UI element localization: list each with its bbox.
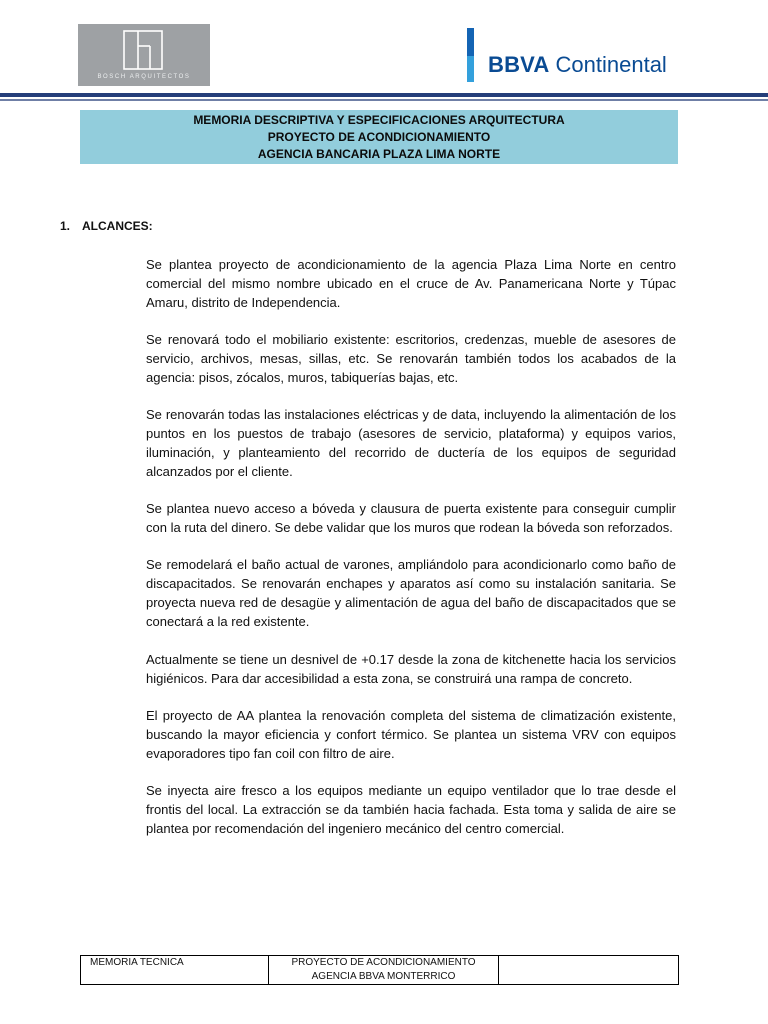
paragraph: Se plantea proyecto de acondicionamiento de la agencia Plaza Lima Norte en centro comercial del mismo nombre ubicado en el cruce de Av. Panamericana Norte y Túpac Amaru, distrito de Independencia. — [146, 257, 676, 310]
section-number: 1. — [60, 219, 71, 233]
bosch-monogram-icon — [78, 24, 210, 74]
paragraph: Se remodelará el baño actual de varones, ampliándolo para acondicionarlo como baño de discapacitados. Se renovarán enchapes y aparatos así como su instalación sanitaria. Se proyecta nueva red de desagüe y alimentación de agua del baño de discapacitados que se conectará a la red existente. — [146, 557, 676, 629]
section-heading — [60, 219, 153, 233]
footer-project-line-2: AGENCIA BBVA MONTERRICO — [311, 971, 456, 982]
document-title-box — [80, 110, 678, 164]
paragraph: Se inyecta aire fresco a los equipos mediante un equipo ventilador que lo trae desde el frontis del local. La extracción se da también hacia fachada. Esta toma y salida de aire se plantea por recomendación del ingeniero mecánico del centro comercial. — [146, 783, 676, 836]
bbva-brand: BBVA — [488, 52, 550, 77]
paragraph: Se plantea nuevo acceso a bóveda y clausura de puerta existente para conseguir cumplir con la ruta del dinero. Se debe validar que los muros que rodean la bóveda son reforzados. — [146, 501, 676, 535]
title-line-3: AGENCIA BANCARIA PLAZA LIMA NORTE — [257, 147, 501, 161]
footer-cell-project — [269, 956, 499, 984]
bbva-continental-logo — [462, 28, 692, 84]
header-rule-thin — [0, 99, 768, 101]
title-line-1: MEMORIA DESCRIPTIVA Y ESPECIFICACIONES ARQUITECTURA — [193, 113, 565, 127]
paragraph: El proyecto de AA plantea la renovación completa del sistema de climatización existente, buscando la mayor eficiencia y confort térmico. Se plantea un sistema VRV con equipos evaporadores tipo fan coil con filtro de aire. — [146, 708, 676, 761]
paragraph: Se renovarán todas las instalaciones eléctricas y de data, incluyendo la alimentación de los puntos en los puestos de trabajo (asesores de servicio, plataforma) y equipos varios, iluminación, y planteamiento del recorrido de ductería de los equipos de seguridad alcanzados por el cliente. — [146, 407, 676, 479]
bbva-wordmark — [488, 52, 667, 78]
bbva-bars-icon — [464, 28, 478, 82]
footer-cell-memoria — [81, 956, 269, 984]
bbva-continental-name: Continental — [555, 52, 667, 77]
footer-cell-empty — [499, 956, 678, 984]
paragraph: Se renovará todo el mobiliario existente: escritorios, credenzas, mueble de asesores de servicio, archivos, mesas, sillas, etc. Se renovarán también todos los acabados de la agencia: pisos, zócalos, muros, tabiquerías bajas, etc. — [146, 332, 676, 385]
bosch-logo-caption: BOSCH ARQUITECTOS — [97, 74, 191, 80]
bosch-arquitectos-logo — [78, 24, 210, 86]
paragraph: Actualmente se tiene un desnivel de +0.17 desde la zona de kitchenette hacia los servicios higiénicos. Para dar accesibilidad a esta zona, se construirá una rampa de concreto. — [146, 652, 676, 686]
title-line-2: PROYECTO DE ACONDICIONAMIENTO — [267, 130, 491, 144]
header-rule-thick — [0, 93, 768, 97]
footer-table — [80, 955, 679, 985]
section-title: ALCANCES: — [82, 219, 153, 233]
footer-memoria-label: MEMORIA TECNICA — [90, 957, 184, 968]
footer-project-line-1: PROYECTO DE ACONDICIONAMIENTO — [291, 957, 476, 968]
